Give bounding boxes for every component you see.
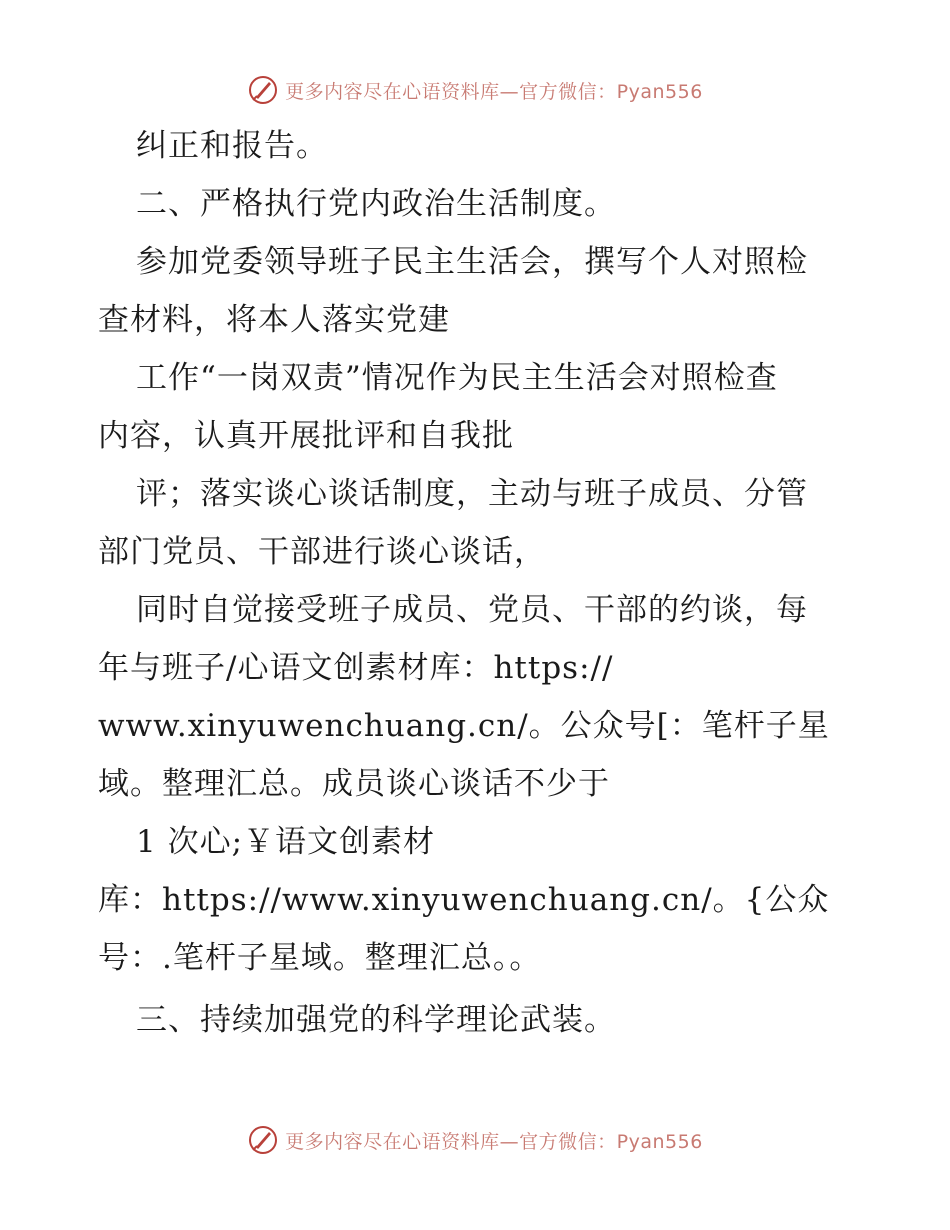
text-line: 年与班子/心语文创素材库：https:// [98,650,614,686]
feather-pen-logo-icon [247,1124,279,1156]
section-heading: 二、严格执行党内政治生活制度。 [136,186,616,222]
text-line: 同时自觉接受班子成员、党员、干部的约谈，每 [136,592,808,628]
text-line: 内容，认真开展批评和自我批 [98,418,514,454]
text-line: 工作“一岗双责”情况作为民主生活会对照检查 [136,360,778,396]
section-heading: 三、持续加强党的科学理论武装。 [136,1002,616,1038]
text-line: www.xinyuwenchuang.cn/。公众号[：笔杆子星 [98,708,830,744]
text-line: 库：https://www.xinyuwenchuang.cn/。{公众 [98,882,830,918]
text-line: 域。整理汇总。成员谈心谈话不少于 [98,766,610,802]
text-line: 1 次心;￥语文创素材 [136,824,436,860]
text-line: 参加党委领导班子民主生活会，撰写个人对照检 [136,244,808,280]
text-line: 部门党员、干部进行谈心谈话， [98,534,546,570]
header-text: 更多内容尽在心语资料库—官方微信：Pyan556 [285,80,703,103]
text-line: 查材料，将本人落实党建 [98,302,450,338]
text-line: 评；落实谈心谈话制度，主动与班子成员、分管 [136,476,808,512]
footer-text: 更多内容尽在心语资料库—官方微信：Pyan556 [285,1130,703,1153]
text-line: 号：.笔杆子星域。整理汇总。。 [98,940,542,976]
text-line: 纠正和报告。 [136,128,328,164]
footer-banner [0,1120,950,1160]
